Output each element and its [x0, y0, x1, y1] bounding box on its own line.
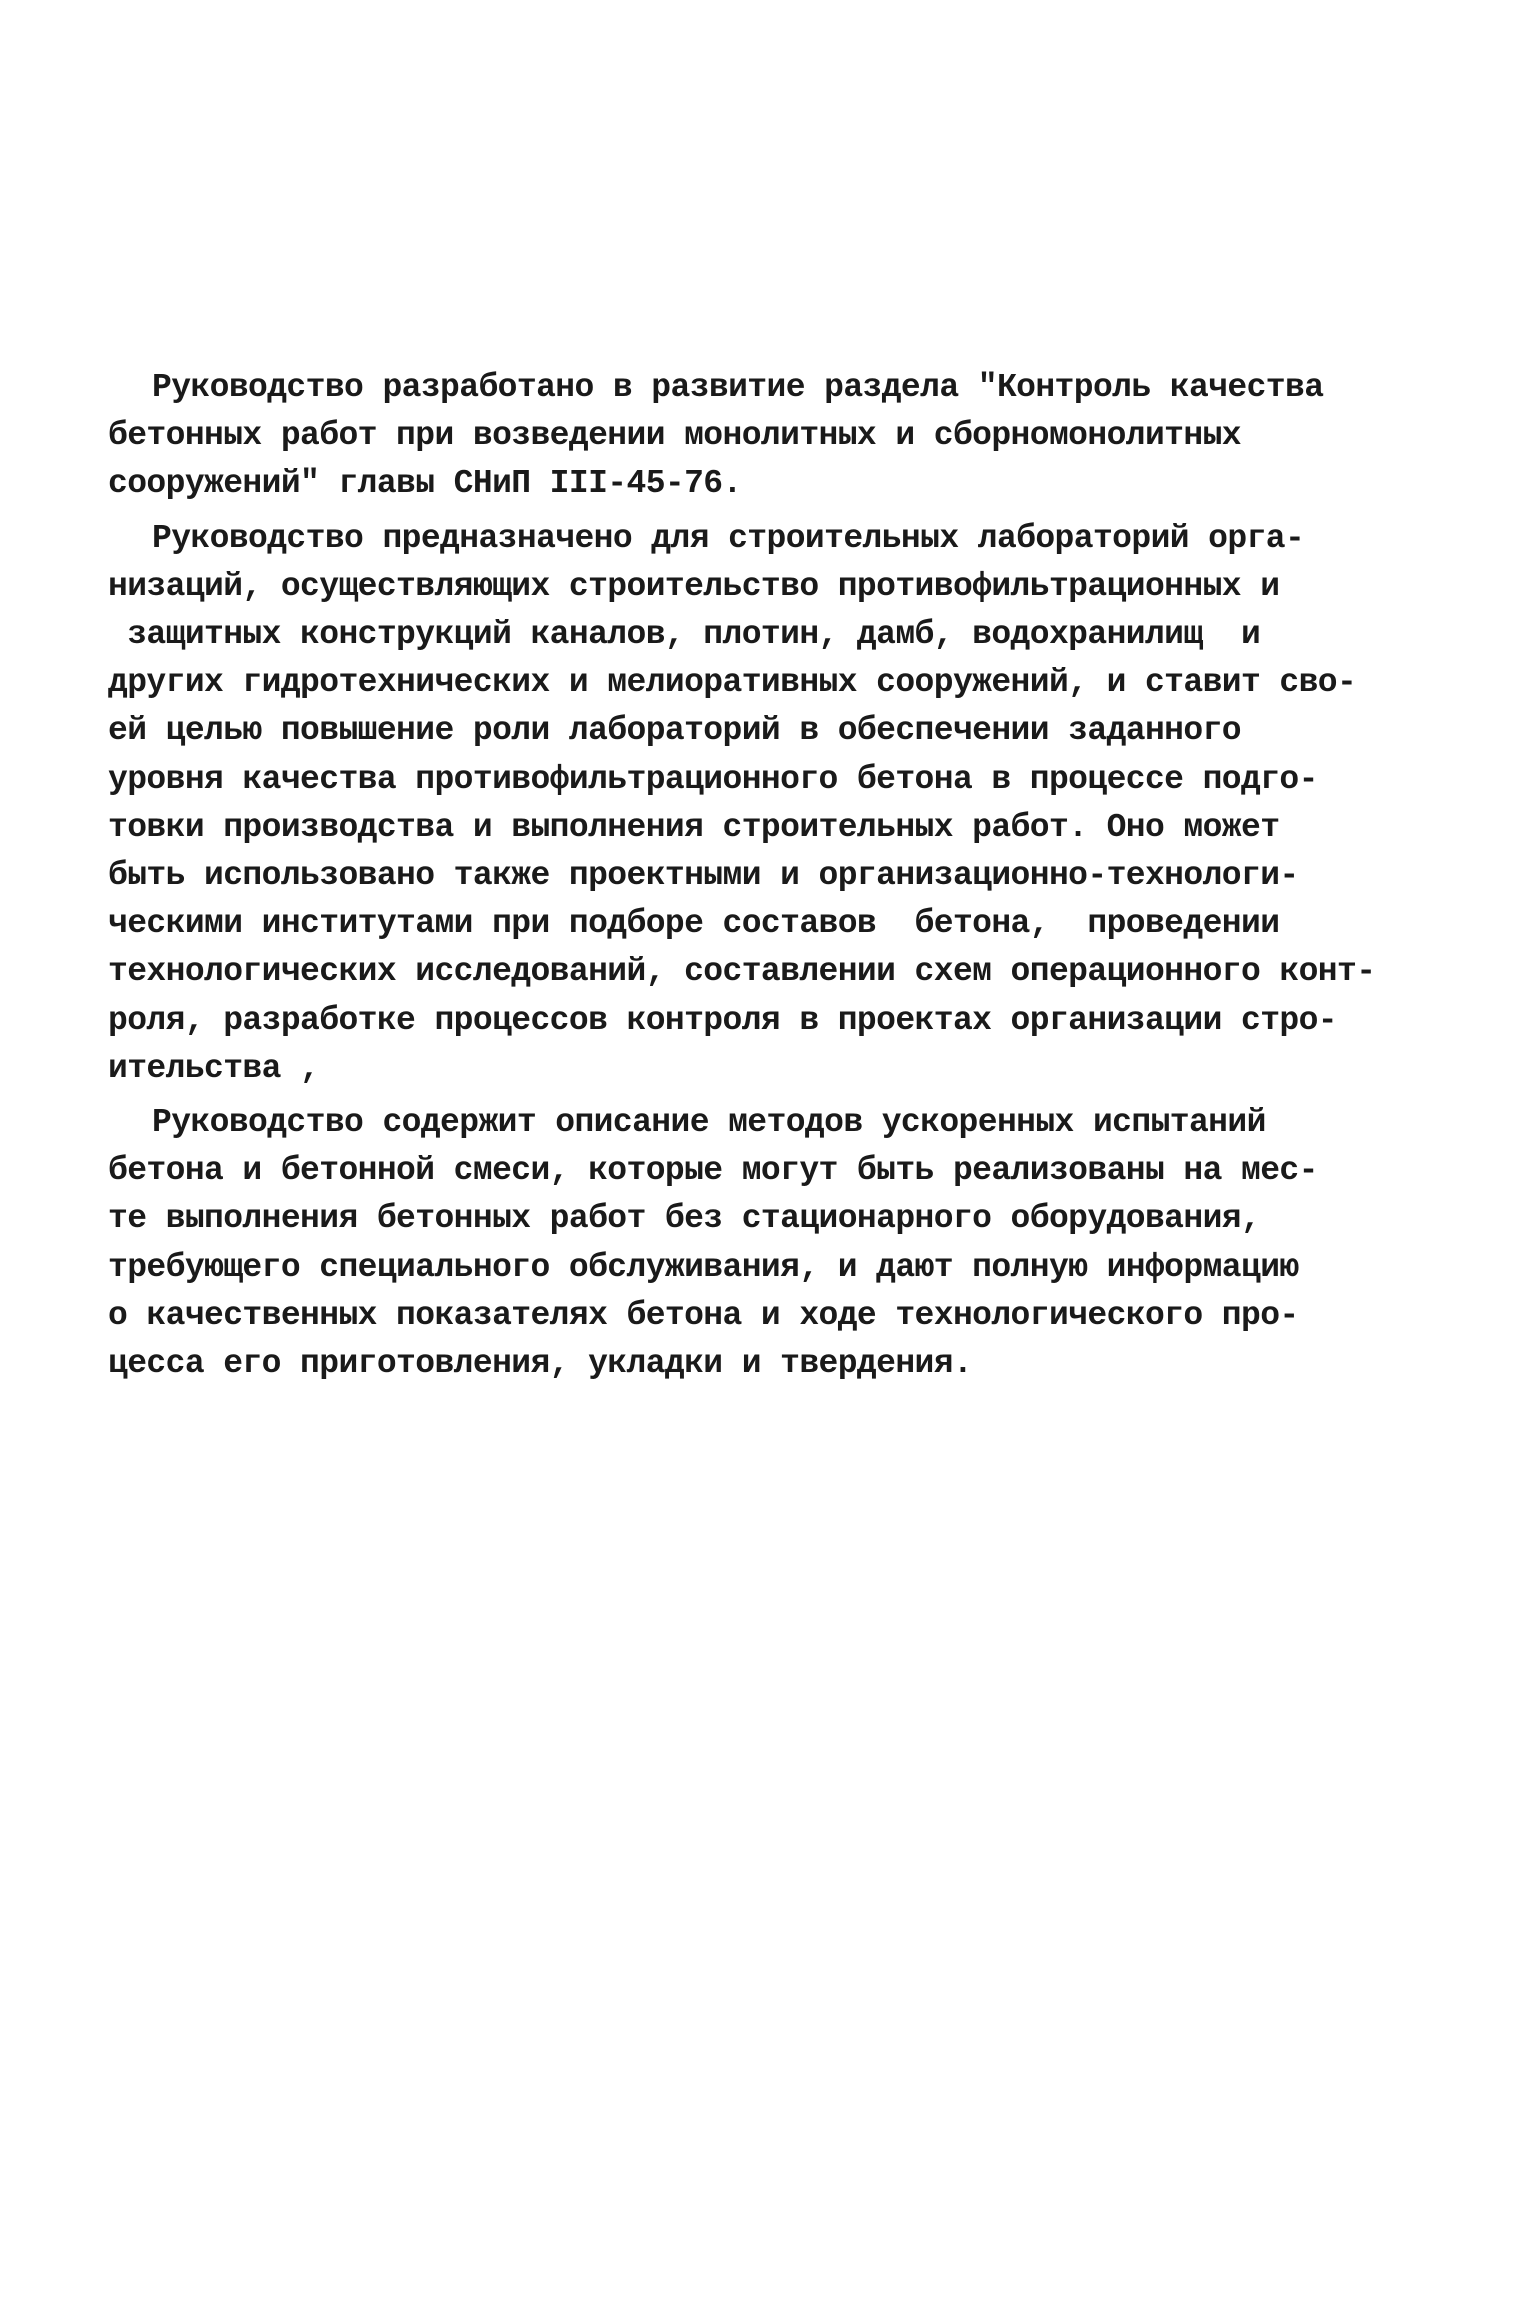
paragraph-2: [108, 515, 1438, 1093]
text-line: уровня качества противофильтрационного бетона в процессе подго-: [108, 760, 1318, 798]
text-line: те выполнения бетонных работ без стационарного оборудования,: [108, 1200, 1261, 1238]
text-line: сооружений" главы СНиП III-45-76.: [108, 465, 742, 503]
text-line: Руководство разработано в развитие раздела "Контроль качества: [152, 369, 1324, 406]
text-line: Руководство содержит описание методов ускоренных испытаний: [152, 1104, 1266, 1142]
text-line: о качественных показателях бетона и ходе технологического про-: [108, 1296, 1299, 1334]
document-body: [108, 364, 1438, 1394]
text-line: требующего специального обслуживания, и дают полную информацию: [108, 1248, 1299, 1286]
text-line: Руководство предназначено для строительных лабораторий орга-: [152, 519, 1305, 557]
text-line: роля, разработке процессов контроля в проектах организации стро-: [108, 1001, 1338, 1039]
text-line: бетонных работ при возведении монолитных и сборномонолитных: [108, 417, 1241, 455]
text-line: ческими институтами при подборе составов бетона, проведении: [108, 905, 1280, 943]
text-line: низаций, осуществляющих строительство противофильтрационных и: [108, 567, 1280, 605]
text-line: быть использовано также проектными и организационно-технологи-: [108, 857, 1299, 895]
text-line: товки производства и выполнения строительных работ. Оно может: [108, 808, 1280, 846]
text-line: ей целью повышение роли лабораторий в обеспечении заданного: [108, 712, 1241, 750]
text-line: бетона и бетонной смеси, которые могут быть реализованы на мес-: [108, 1152, 1318, 1190]
paragraph-1: [108, 364, 1438, 509]
text-line: защитных конструкций каналов, плотин, дамб, водохранилищ и: [108, 616, 1261, 654]
paragraph-3: [108, 1099, 1438, 1388]
text-line: других гидротехнических и мелиоративных сооружений, и ставит сво-: [108, 664, 1357, 702]
text-line: цесса его приготовления, укладки и твердения.: [108, 1345, 973, 1383]
text-line: технологических исследований, составлении схем операционного конт-: [108, 953, 1376, 991]
text-line: ительства ,: [108, 1049, 320, 1087]
